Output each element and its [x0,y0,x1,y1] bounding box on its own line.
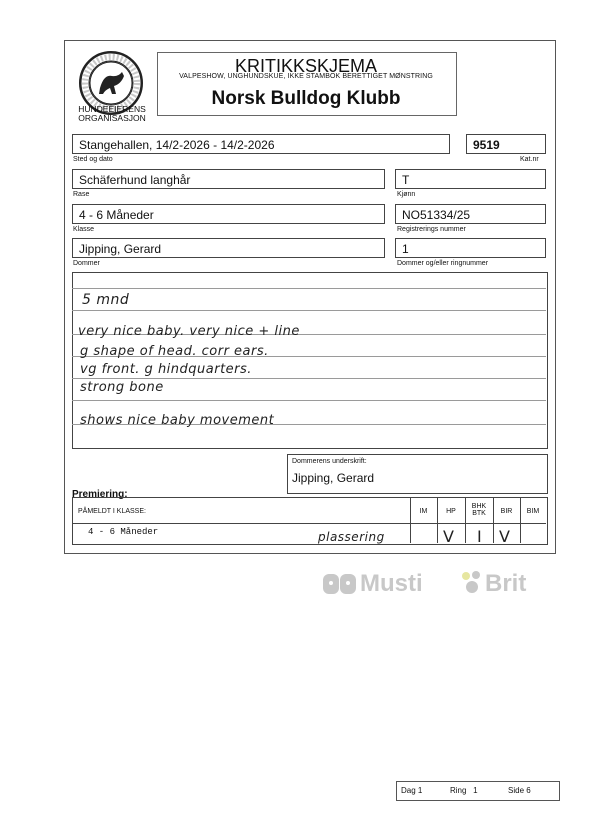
col-bhk-btk: BHK BTK [471,503,487,517]
bir-mark: V [499,527,511,546]
hp-mark: V [443,527,455,546]
breed-label: Rase [73,191,90,198]
form-title: KRITIKKSKJEMA [234,56,378,76]
place-date-label: Sted og dato [73,156,113,163]
catalog-number-label: Kat.nr [520,156,539,163]
catalog-number-field: 9519 [466,134,546,154]
club-name: Norsk Bulldog Klubb [211,88,401,109]
critique-line: strong bone [80,380,164,395]
critique-line: vg front. g hindquarters. [80,362,252,377]
col-bim: BIM [526,508,540,515]
musti-paw-icon [322,570,358,598]
table-divider [72,523,546,524]
registration-number-label: Registrerings nummer [397,226,466,233]
sponsor-brit: Brit [485,570,527,597]
premiering-title: Premiering: [72,489,128,500]
sex-label: Kjønn [397,191,416,198]
col-divider [493,497,494,543]
registration-number-field: NO51334/25 [395,204,546,224]
breed-field: Schäferhund langhår [72,169,385,189]
ring-number-field: 1 [395,238,546,258]
sex-field: T [395,169,546,189]
judge-field: Jipping, Gerard [72,238,385,258]
footer-page: Side 6 [508,786,531,795]
ruled-line [72,288,546,289]
class-header: PÅMELDT I KLASSE: [78,508,146,515]
entered-class-value: 4 - 6 Måneder [88,527,159,537]
col-im: IM [419,508,428,515]
signature-label: Dommerens underskrift: [292,458,367,465]
bhk-mark: I [477,527,483,546]
placement-handwritten: plassering [318,530,385,544]
col-bir: BIR [500,508,513,515]
critique-line: g shape of head. corr ears. [80,344,269,359]
footer-ring: Ring 1 [450,786,478,795]
form-subtitle: VALPESHOW, UNGHUNDSKUE, IKKE STAMBOK BERETTIGET MØNSTRING [179,73,433,80]
organisation-name: HUNDEEIERENS ORGANISASJON [78,104,146,123]
ruled-line [72,378,546,379]
place-date-field: Stangehallen, 14/2-2026 - 14/2-2026 [72,134,450,154]
col-divider [437,497,438,543]
brit-paw-icon [460,570,484,596]
ruled-line [72,400,546,401]
critique-line: 5 mnd [82,292,130,308]
ring-number-label: Dommer og/eller ringnummer [397,260,489,267]
signature-value: Jipping, Gerard [292,471,375,485]
class-field: 4 - 6 Måneder [72,204,385,224]
col-divider [410,497,411,543]
sponsor-musti: Musti [360,570,423,597]
ruled-line [72,310,546,311]
col-divider [520,497,521,543]
judge-label: Dommer [73,260,100,267]
class-label: Klasse [73,226,95,233]
col-hp: HP [446,508,456,515]
critique-line: very nice baby. very nice + line [78,324,300,339]
critique-line: shows nice baby movement [80,413,275,428]
footer-day: Dag 1 [401,786,423,795]
